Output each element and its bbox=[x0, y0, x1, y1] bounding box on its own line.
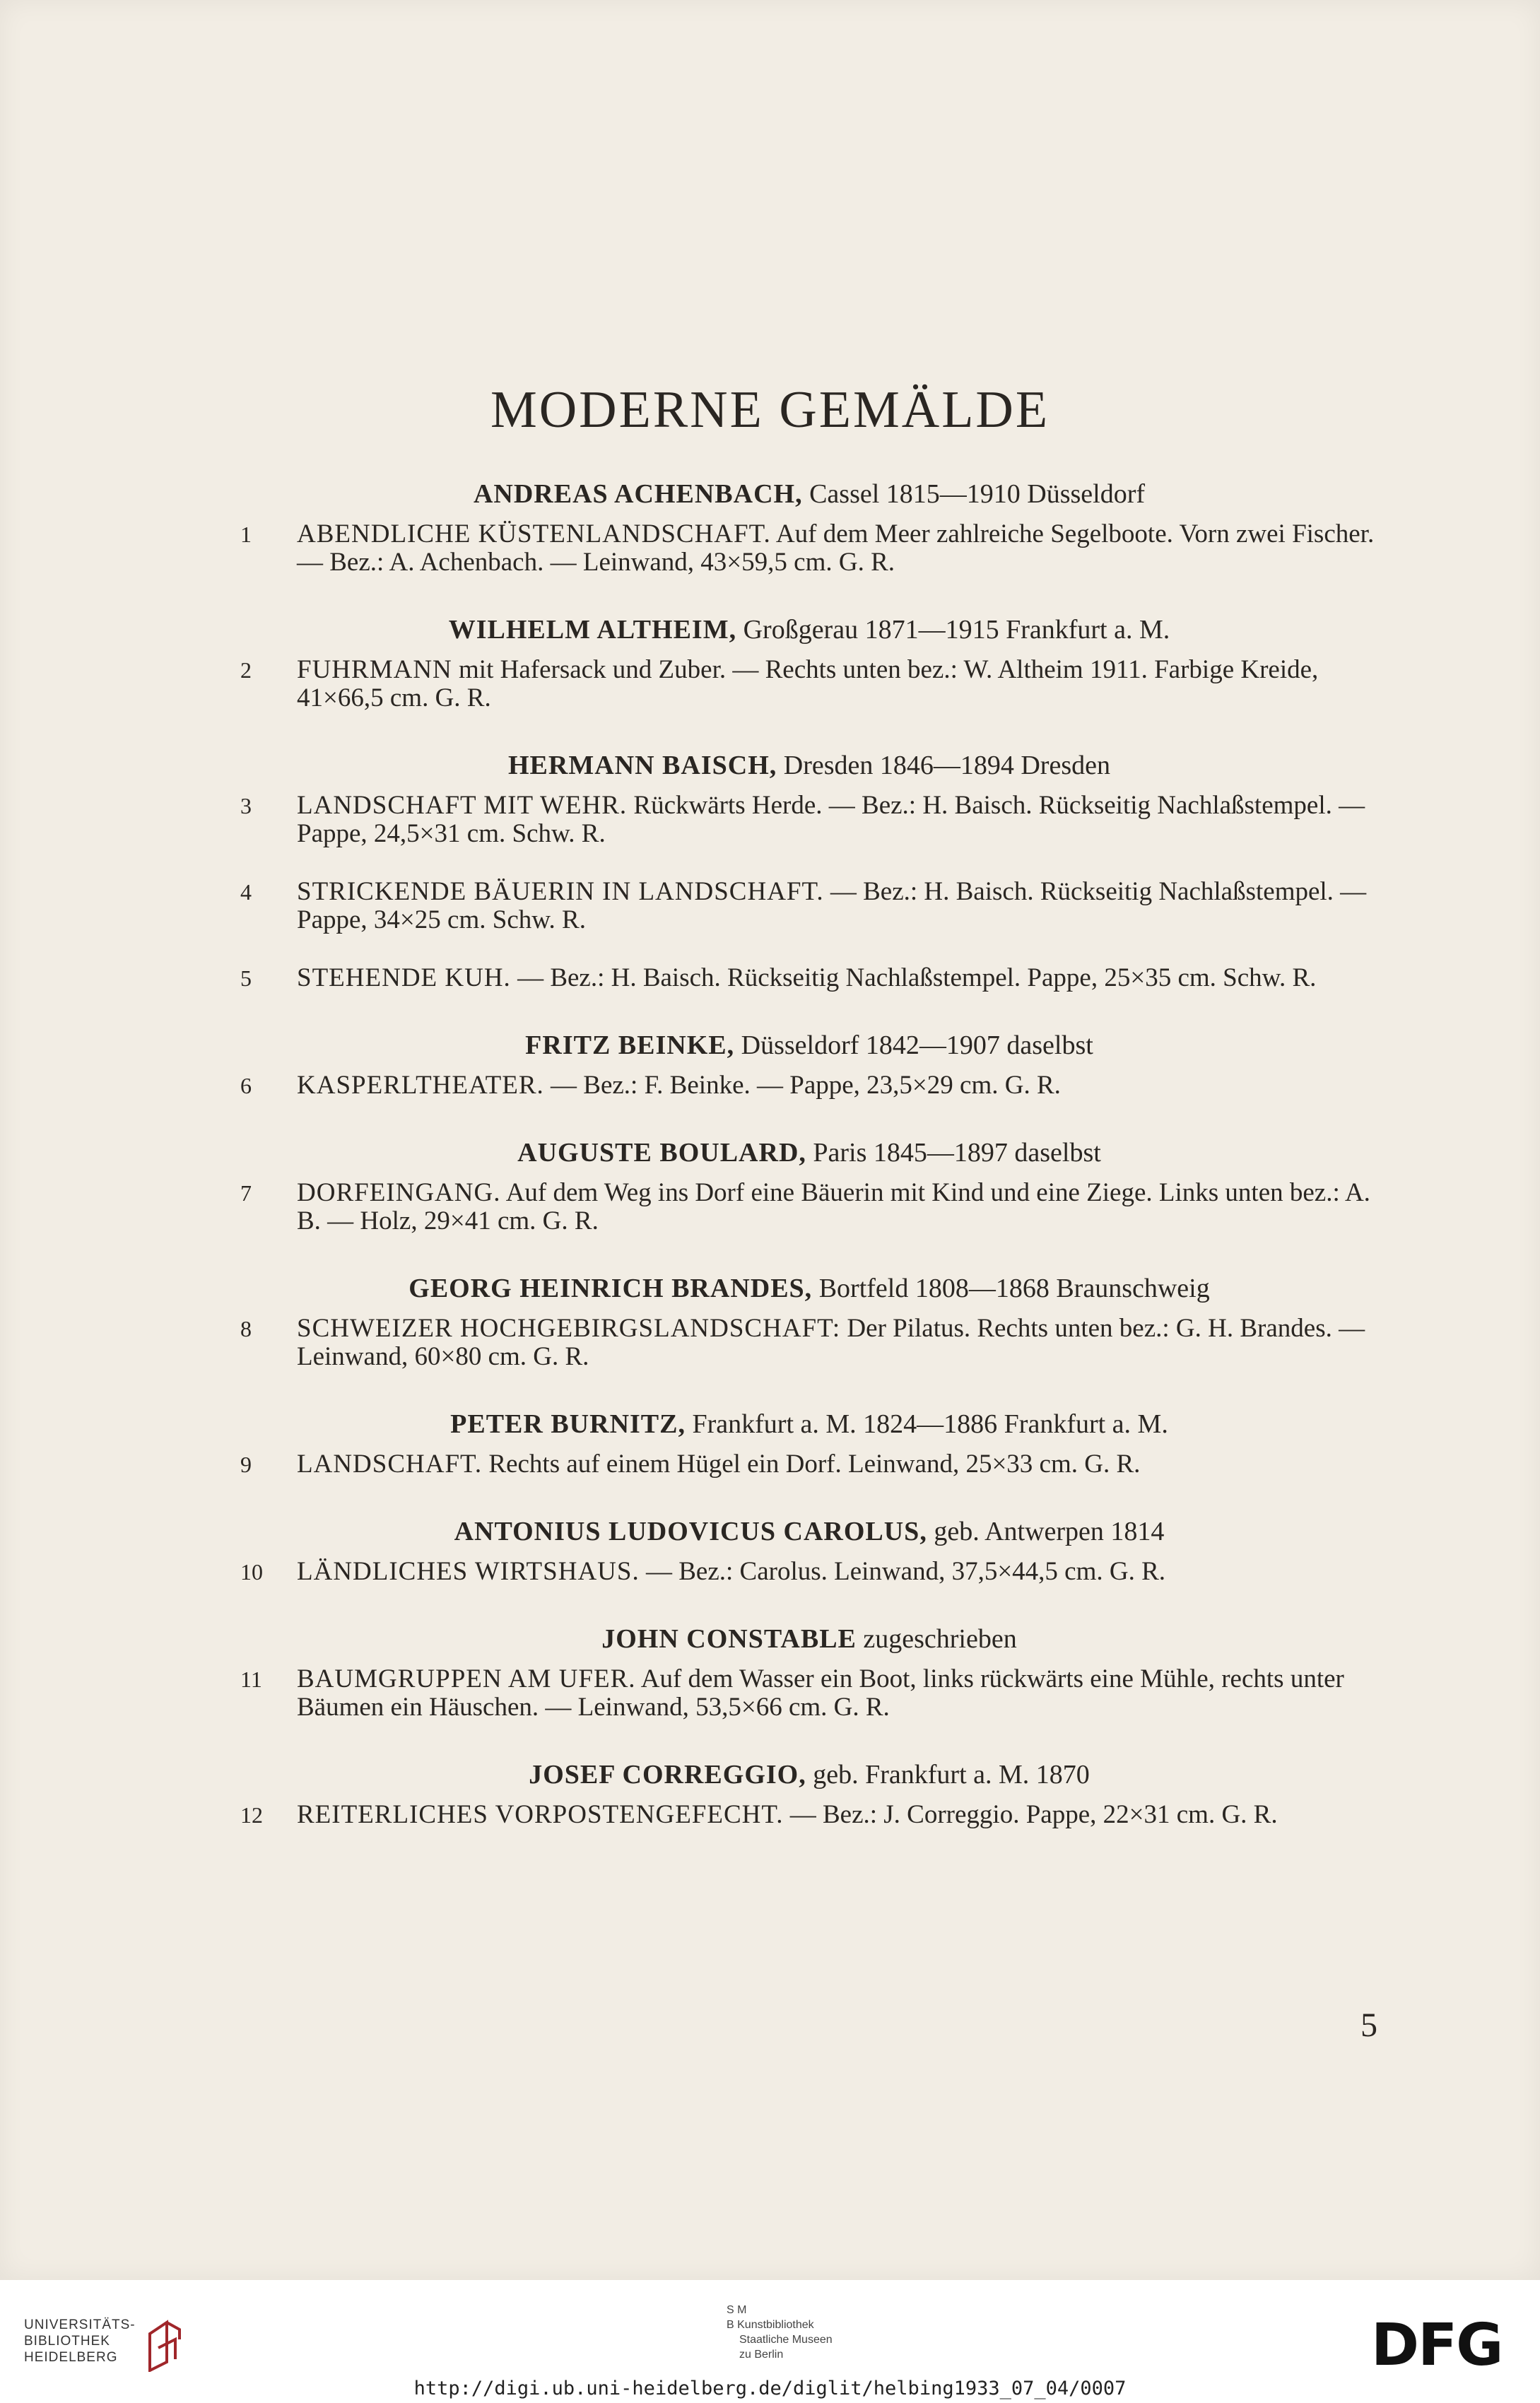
entry-number: 3 bbox=[240, 793, 252, 818]
artist-heading bbox=[233, 749, 1385, 782]
entry-description: — Bez.: H. Baisch. Rückseitig Nachlaßstempel. Pappe, 25×35 cm. Schw. R. bbox=[517, 963, 1317, 992]
catalog-entry bbox=[233, 1558, 1385, 1586]
artist-heading bbox=[233, 1272, 1385, 1305]
entry-number: 5 bbox=[240, 965, 252, 991]
artist-detail: Dresden 1846—1894 Dresden bbox=[783, 751, 1110, 780]
artist-name: GEORG HEINRICH BRANDES, bbox=[408, 1274, 813, 1303]
catalog-entry bbox=[233, 1801, 1385, 1829]
artist-name: HERMANN BAISCH, bbox=[508, 751, 777, 780]
artist-heading bbox=[233, 1515, 1385, 1548]
entry-description: Auf dem Wasser ein Boot, links rückwärts eine Mühle, rechts unter Bäumen ein Häuschen. — Leinwand, 53,5×66 cm. G. R. bbox=[297, 1664, 1344, 1722]
catalog-entry bbox=[233, 1450, 1385, 1479]
entry-number: 7 bbox=[240, 1180, 252, 1206]
artist-name: ANDREAS ACHENBACH, bbox=[473, 479, 803, 509]
entry-number: 10 bbox=[240, 1559, 263, 1585]
library-name-line: UNIVERSITÄTS- bbox=[24, 2317, 136, 2332]
artist-detail: Paris 1845—1897 daselbst bbox=[813, 1138, 1101, 1168]
stamp-line: B Kunstbibliothek bbox=[727, 2319, 814, 2331]
entry-number: 12 bbox=[240, 1802, 263, 1828]
library-name-line: BIBLIOTHEK bbox=[24, 2334, 110, 2349]
artist-name: WILHELM ALTHEIM, bbox=[448, 615, 737, 645]
artist-heading bbox=[233, 613, 1385, 646]
entry-title: FUHRMANN bbox=[297, 655, 452, 684]
artist-detail: Cassel 1815—1910 Düsseldorf bbox=[809, 479, 1146, 509]
entry-description: mit Hafersack und Zuber. — Rechts unten bez.: W. Altheim 1911. Farbige Kreide, 41×66,5 cm. G. R. bbox=[297, 655, 1319, 712]
artist-name: PETER BURNITZ, bbox=[450, 1409, 686, 1439]
catalog-entry bbox=[233, 964, 1385, 992]
catalog-entry bbox=[233, 792, 1385, 848]
entry-title: SCHWEIZER HOCHGEBIRGSLANDSCHAFT: bbox=[297, 1314, 841, 1343]
artist-heading bbox=[233, 1408, 1385, 1440]
entry-title: STEHENDE KUH. bbox=[297, 963, 511, 992]
artist-name: JOSEF CORREGGIO, bbox=[529, 1760, 806, 1790]
page-number: 5 bbox=[1360, 2007, 1377, 2044]
dfg-logo: DFG bbox=[1371, 2312, 1503, 2379]
entry-title: BAUMGRUPPEN AM UFER. bbox=[297, 1664, 636, 1693]
entry-number: 2 bbox=[240, 657, 252, 683]
artist-name: ANTONIUS LUDOVICUS CAROLUS, bbox=[454, 1517, 927, 1546]
entry-title: STRICKENDE BÄUERIN IN LANDSCHAFT. bbox=[297, 877, 824, 906]
entry-number: 4 bbox=[240, 879, 252, 905]
catalog-entry bbox=[233, 520, 1385, 577]
entry-title: DORFEINGANG. bbox=[297, 1178, 501, 1207]
artist-detail: Düsseldorf 1842—1907 daselbst bbox=[741, 1030, 1093, 1060]
catalog-entry bbox=[233, 656, 1385, 712]
entry-description: — Bez.: F. Beinke. — Pappe, 23,5×29 cm. G. R. bbox=[551, 1071, 1061, 1100]
stamp-line: S M bbox=[727, 2304, 747, 2316]
entry-number: 8 bbox=[240, 1316, 252, 1341]
artist-detail: Bortfeld 1808—1868 Braunschweig bbox=[818, 1274, 1210, 1303]
catalog-entry bbox=[233, 1071, 1385, 1100]
catalog-entry bbox=[233, 878, 1385, 934]
university-library-logo bbox=[24, 2317, 187, 2373]
artist-heading bbox=[233, 478, 1385, 510]
library-name-line: HEIDELBERG bbox=[24, 2350, 118, 2365]
artist-heading bbox=[233, 1623, 1385, 1655]
entry-description: Auf dem Weg ins Dorf eine Bäuerin mit Kind und eine Ziege. Links unten bez.: A. B. — Holz, 29×41 cm. G. R. bbox=[297, 1178, 1370, 1235]
page-title: MODERNE GEMÄLDE bbox=[490, 381, 1050, 439]
stamp-line: zu Berlin bbox=[739, 2349, 784, 2361]
entry-title: REITERLICHES VORPOSTENGEFECHT. bbox=[297, 1800, 784, 1829]
entry-title: LÄNDLICHES WIRTSHAUS. bbox=[297, 1557, 640, 1586]
entry-description: — Bez.: J. Correggio. Pappe, 22×31 cm. G. R. bbox=[789, 1800, 1278, 1829]
catalog-entry bbox=[233, 1179, 1385, 1235]
entry-number: 1 bbox=[240, 522, 252, 547]
stamp-line: Staatliche Museen bbox=[739, 2334, 833, 2346]
artist-detail: zugeschrieben bbox=[863, 1624, 1017, 1654]
catalog-entry bbox=[233, 1665, 1385, 1722]
entry-title: LANDSCHAFT MIT WEHR. bbox=[297, 791, 628, 820]
artist-name: JOHN CONSTABLE bbox=[601, 1624, 857, 1654]
artist-heading bbox=[233, 1758, 1385, 1791]
catalog-entry bbox=[233, 1315, 1385, 1371]
entry-number: 6 bbox=[240, 1073, 252, 1098]
source-url-link[interactable]: http://digi.ub.uni-heidelberg.de/diglit/helbing1933_07_04/0007 bbox=[413, 2378, 1127, 2399]
artist-heading bbox=[233, 1029, 1385, 1062]
entry-description: Auf dem Meer zahlreiche Segelboote. Vorn zwei Fischer. — Bez.: A. Achenbach. — Leinwand, 43×59,5 cm. G. R. bbox=[297, 519, 1375, 577]
entry-description: Rückwärts Herde. — Bez.: H. Baisch. Rückseitig Nachlaßstempel. — Pappe, 24,5×31 cm. Schw. R. bbox=[297, 791, 1365, 848]
museum-stamp bbox=[727, 2303, 939, 2362]
artist-heading bbox=[233, 1136, 1385, 1169]
artist-detail: geb. Antwerpen 1814 bbox=[934, 1517, 1165, 1546]
artist-name: AUGUSTE BOULARD, bbox=[517, 1138, 806, 1168]
entry-description: Rechts auf einem Hügel ein Dorf. Leinwand, 25×33 cm. G. R. bbox=[488, 1450, 1141, 1479]
artist-name: FRITZ BEINKE, bbox=[525, 1030, 735, 1060]
entry-title: KASPERLTHEATER. bbox=[297, 1071, 544, 1100]
entry-title: LANDSCHAFT. bbox=[297, 1450, 483, 1479]
entry-description: — Bez.: Carolus. Leinwand, 37,5×44,5 cm. G. R. bbox=[645, 1557, 1166, 1586]
entry-number: 11 bbox=[240, 1667, 262, 1692]
book-emblem-icon bbox=[143, 2320, 185, 2372]
artist-detail: Großgerau 1871—1915 Frankfurt a. M. bbox=[743, 615, 1170, 645]
entry-description: Der Pilatus. Rechts unten bez.: G. H. Brandes. — Leinwand, 60×80 cm. G. R. bbox=[297, 1314, 1365, 1371]
entry-title: ABENDLICHE KÜSTENLANDSCHAFT. bbox=[297, 519, 771, 548]
artist-detail: geb. Frankfurt a. M. 1870 bbox=[813, 1760, 1090, 1790]
entry-description: — Bez.: H. Baisch. Rückseitig Nachlaßstempel. — Pappe, 34×25 cm. Schw. R. bbox=[297, 877, 1367, 934]
entry-number: 9 bbox=[240, 1452, 252, 1477]
artist-detail: Frankfurt a. M. 1824—1886 Frankfurt a. M. bbox=[692, 1409, 1168, 1439]
catalog-listing bbox=[233, 478, 1385, 1866]
